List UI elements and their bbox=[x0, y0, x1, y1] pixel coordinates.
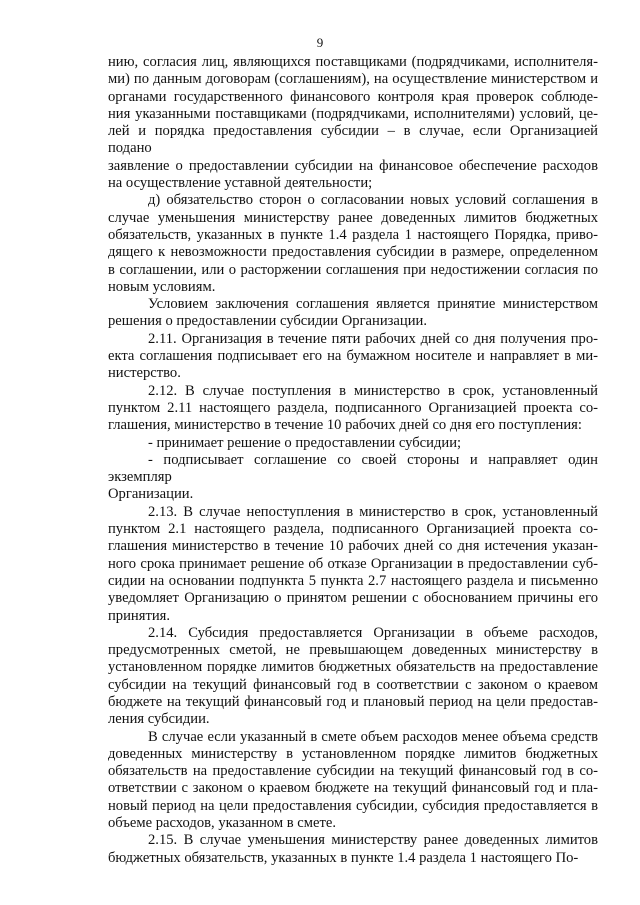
text-line: органами государственного финансового контроля края проверок соблюде- bbox=[108, 88, 598, 105]
text-line: решения о предоставлении субсидии Организации. bbox=[108, 313, 427, 330]
text-line: глашения министерство в течение 10 рабочих дней со дня истечения указан- bbox=[108, 538, 598, 555]
text-line: 2.12. В случае поступления в министерство в срок, установленный bbox=[148, 382, 598, 399]
text-line: ления субсидии. bbox=[108, 711, 210, 728]
text-line: глашения, министерство в течение 10 рабочих дней со дня его поступления: bbox=[108, 417, 582, 434]
text-line: - принимает решение о предоставлении субсидии; bbox=[148, 434, 462, 451]
text-line: заявление о предоставлении субсидии на финансовое обеспечение расходов bbox=[108, 157, 598, 174]
text-line: нистерство. bbox=[108, 365, 181, 382]
text-line: 2.13. В случае непоступления в министерство в срок, установленный bbox=[148, 503, 598, 520]
text-line: 2.15. В случае уменьшения министерству ранее доведенных лимитов bbox=[148, 832, 598, 849]
text-line: новым условиям. bbox=[108, 278, 216, 295]
text-line: Условием заключения соглашения является принятие министерством bbox=[148, 296, 598, 313]
paragraph bbox=[108, 452, 598, 504]
paragraph bbox=[108, 832, 598, 867]
text-line: принятия. bbox=[108, 607, 170, 624]
text-line: предусмотренных сметой, не превышающем доведенных министерству в bbox=[108, 642, 598, 659]
text-line: ми) по данным договорам (соглашениям), на осуществление министерством и bbox=[108, 71, 598, 88]
text-line: екта соглашения подписывает его на бумажном носителе и направляет в ми- bbox=[108, 348, 598, 365]
document-body bbox=[108, 54, 598, 867]
text-line: доведенных министерству в установленном порядке лимитов бюджетных bbox=[108, 745, 598, 762]
text-line: установленном порядке лимитов бюджетных обязательств на предоставление bbox=[108, 659, 598, 676]
paragraph bbox=[108, 383, 598, 435]
paragraph bbox=[108, 192, 598, 296]
paragraph bbox=[108, 296, 598, 331]
text-line: нию, согласия лиц, являющихся поставщиками (подрядчиками, исполнителя- bbox=[108, 54, 598, 70]
paragraph bbox=[108, 729, 598, 833]
paragraph bbox=[108, 331, 598, 383]
text-line: дящего к невозможности предоставления субсидии в размере, определенном bbox=[108, 244, 598, 261]
text-line: 2.11. Организация в течение пяти рабочих дней со дня получения про- bbox=[148, 330, 598, 347]
text-line: бюджетных обязательств, указанных в пункте 1.4 раздела 1 настоящего По- bbox=[108, 849, 579, 866]
text-line: уведомляет Организацию о принятом решении с обоснованием причины его bbox=[108, 590, 598, 607]
paragraph bbox=[108, 504, 598, 625]
page-number: 9 bbox=[316, 35, 324, 50]
text-line: ответствии с законом о краевом бюджете на текущий финансовый год и пла- bbox=[108, 780, 598, 797]
text-line: случае уменьшения министерству ранее доведенных лимитов бюджетных bbox=[108, 209, 598, 226]
text-line: ного срока принимает решение об отказе Организации в предоставлении суб- bbox=[108, 555, 598, 572]
text-line: ния указанными поставщиками (подрядчиками, исполнителями) условий, це- bbox=[108, 105, 598, 122]
text-line: объеме расходов, указанном в смете. bbox=[108, 815, 336, 832]
text-line: В случае если указанный в смете объем расходов менее объема средств bbox=[148, 728, 598, 745]
paragraph bbox=[108, 625, 598, 729]
text-line: бюджете на текущий финансовый год и плановый период на цели предостав- bbox=[108, 693, 598, 710]
text-line: пунктом 2.1 настоящего раздела, подписанного Организацией проекта со- bbox=[108, 521, 598, 538]
text-line: 2.14. Субсидия предоставляется Организации в объеме расходов, bbox=[148, 624, 598, 641]
text-line: сидии на основании подпункта 5 пункта 2.7 настоящего раздела и письменно bbox=[108, 572, 598, 589]
text-line: на осуществление уставной деятельности; bbox=[108, 175, 373, 192]
text-line: обязательств на предоставление субсидии на текущий финансовый год в со- bbox=[108, 763, 598, 780]
text-line: пунктом 2.11 настоящего раздела, подписанного Организацией проекта со- bbox=[108, 399, 598, 416]
text-line: Организации. bbox=[108, 486, 194, 503]
text-line: лей и порядка предоставления субсидии – в случае, если Организацией подано bbox=[108, 123, 598, 157]
paragraph bbox=[108, 435, 598, 452]
text-line: д) обязательство сторон о согласовании новых условий соглашения в bbox=[148, 192, 598, 209]
paragraph bbox=[108, 54, 598, 192]
text-line: новый период на цели предоставления субсидии, субсидия предоставляется в bbox=[108, 797, 598, 814]
text-line: обязательств, указанных в пункте 1.4 раздела 1 настоящего Порядка, приво- bbox=[108, 226, 598, 243]
text-line: - подписывает соглашение со своей стороны и направляет один экземпляр bbox=[108, 451, 598, 486]
text-line: в соглашении, или о расторжении соглашения при недостижении согласия по bbox=[108, 261, 598, 278]
text-line: субсидии на текущий финансовый год в соответствии с законом о краевом bbox=[108, 676, 598, 693]
